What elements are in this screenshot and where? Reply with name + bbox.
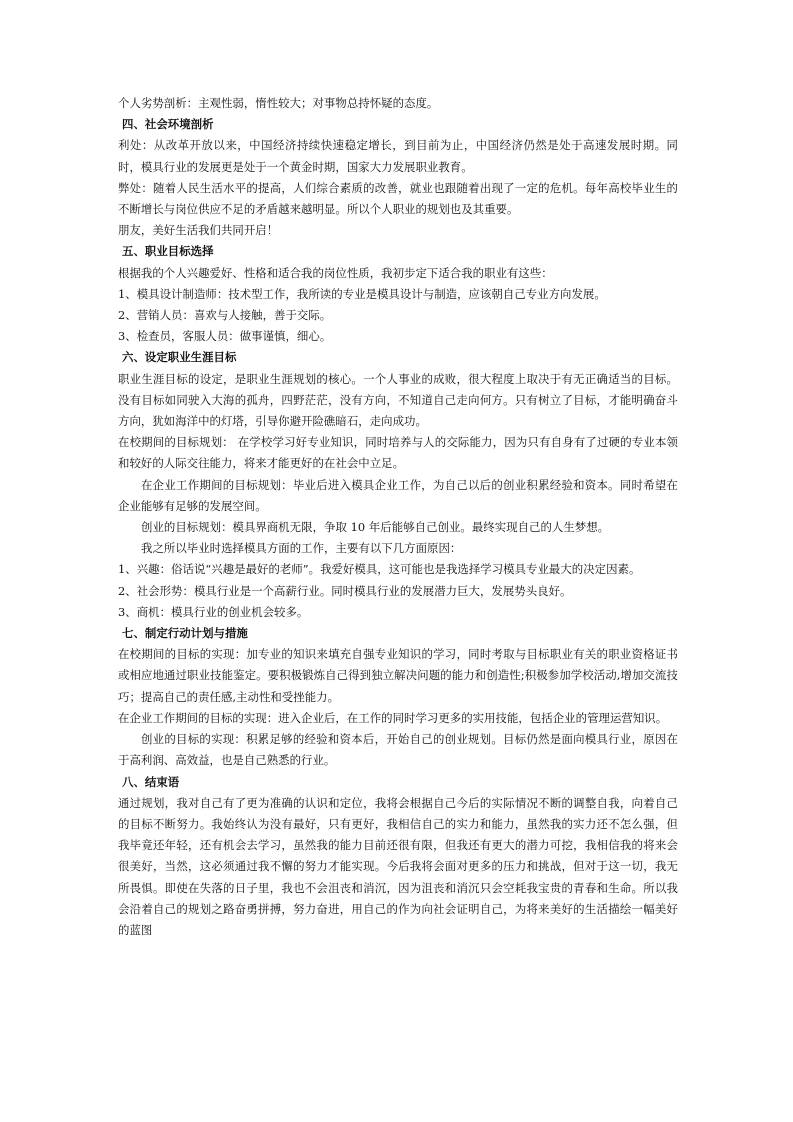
paragraph: 在校期间的目标的实现：加专业的知识来填充自强专业知识的学习，同时考取与目标职业有关的职业资格证书或相应地通过职业技能鉴定。要积极锻炼自己得到独立解决问题的能力和创造性;积极参加学校活动,增加交流技巧；提高自己的责任感,主动性和受挫能力。 [118, 647, 678, 704]
list-item: 2、社会形势：模具行业是一个高薪行业。同时模具行业的发展潜力巨大，发展势头良好。 [118, 583, 572, 598]
document-body [118, 93, 678, 941]
paragraph: 利处：从改革开放以来，中国经济持续快速稳定增长，到目前为止，中国经济仍然是处于高速发展时期。同时，模具行业的发展更是处于一个黄金时期，国家大力发展职业教育。 [118, 138, 678, 174]
paragraph: 我之所以毕业时选择模具方面的工作，主要有以下几方面原因： [141, 541, 462, 556]
paragraph: 个人劣势剖析：主观性弱，惰性较大；对事物总持怀疑的态度。 [118, 96, 439, 110]
section-heading: 七、制定行动计划与措施 [122, 626, 248, 641]
paragraph: 根据我的个人兴趣爱好、性格和适合我的岗位性质，我初步定下适合我的职业有这些： [118, 265, 553, 280]
list-item: 3、检查员，客服人员：做事谨慎，细心。 [118, 329, 332, 344]
paragraph: 创业的目标规划：模具界商机无限，争取 10 年后能够自己创业。最终实现自己的人生梦想。 [141, 520, 610, 535]
list-item: 1、模具设计制造师：技术型工作，我所读的专业是模具设计与制造，应该朝自己专业方向发展。 [118, 286, 606, 301]
list-item: 1、兴趣：俗话说“兴趣是最好的老师”。我爱好模具，这可能也是我选择学习模具专业最大的决定因素。 [118, 562, 641, 577]
list-item: 2、营销人员：喜欢与人接触，善于交际。 [118, 308, 332, 323]
paragraph: 弊处：随着人民生活水平的提高，人们综合素质的改善，就业也跟随着出现了一定的危机。每年高校毕业生的不断增长与岗位供应不足的矛盾越来越明显。所以个人职业的规划也及其重要。 [118, 180, 678, 217]
paragraph: 职业生涯目标的设定，是职业生涯规划的核心。一个人事业的成败，很大程度上取决于有无正确适当的目标。没有目标如同驶入大海的孤舟，四野茫茫，没有方向，不知道自己走向何方。只有树立了目标，才能明确奋斗方向，犹如海洋中的灯塔，引导你避开险礁暗石，走向成功。 [118, 371, 678, 429]
paragraph: 在校期间的目标规划： 在学校学习好专业知识，同时培养与人的交际能力，因为只有自身有了过硬的专业本领和较好的人际交往能力，将来才能更好的在社会中立足。 [118, 435, 678, 471]
list-item: 3、商机：模具行业的创业机会较多。 [118, 604, 309, 619]
paragraph: 通过规划，我对自己有了更为准确的认识和定位，我将会根据自己今后的实际情况不断的调整自我，向着自己的目标不断努力。我始终认为没有最好，只有更好，我相信自己的实力和能力，虽然我的实力还不怎么强，但我毕竟还年轻，还有机会去学习，虽然我的能力目前还很有限，但我还有更大的潜力可挖，我相信我的将来会很美好，当然，这必须通过我不懈的努力才能实现。今后我将会面对更多的压力和挑战，但对于这一切，我无所畏惧。即使在失落的日子里，我也不会沮丧和消沉，因为沮丧和消沉只会空耗我宝贵的青春和生命。所以我会沿着自己的规划之路奋勇拼搏，努力奋进，用自己的作为向社会证明自己，为将来美好的生活描绘一幅美好的蓝图 [118, 795, 678, 937]
paragraph: 在企业工作期间的目标规划：毕业后进入模具企业工作，为自己以后的创业积累经验和资本。同时希望在企业能够有足够的发展空间。 [118, 477, 678, 513]
section-heading: 五、职业目标选择 [122, 244, 214, 259]
section-heading: 四、社会环境剖析 [122, 117, 214, 132]
paragraph: 创业的目标的实现：积累足够的经验和资本后，开始自己的创业规划。目标仍然是面向模具行业，原因在于高利润、高效益，也是自己熟悉的行业。 [118, 732, 678, 768]
paragraph: 在企业工作期间的目标的实现：进入企业后，在工作的同时学习更多的实用技能，包括企业的管理运营知识。 [118, 710, 668, 725]
section-heading: 六、设定职业生涯目标 [122, 350, 237, 365]
section-heading: 八、结束语 [122, 774, 180, 789]
paragraph: 朋友，美好生活我们共同开启！ [118, 223, 279, 238]
